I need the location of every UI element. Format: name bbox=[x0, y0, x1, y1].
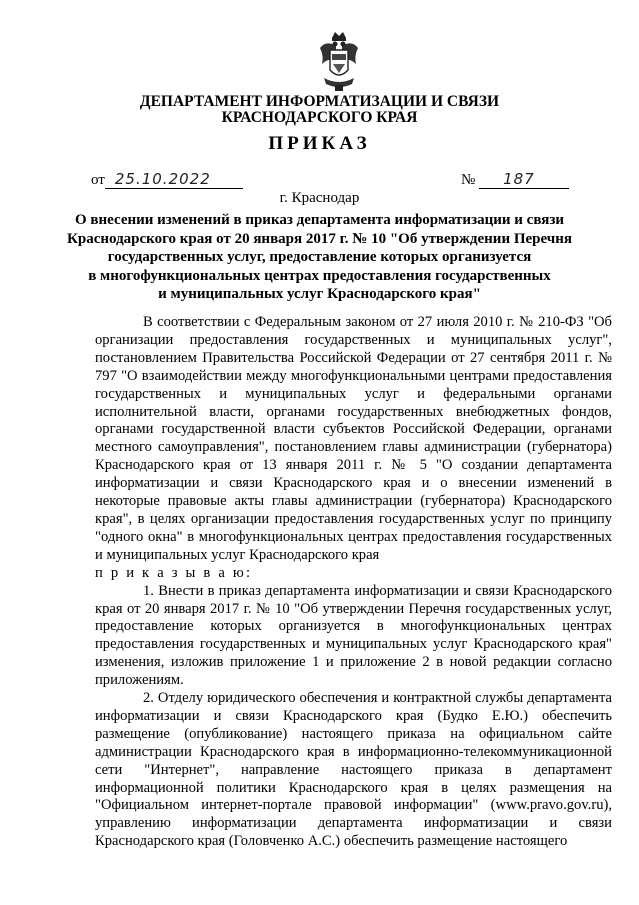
document-body bbox=[95, 314, 612, 851]
item-2-paragraph: 2. Отделу юридического обеспечения и контрактной службы департамента информатизации и связи Краснодарского края (Будко Е.Ю.) обеспечить размещение (опубликование) настоящего приказа на официальном сайте администрации Краснодарского края в информационно-телекоммуникационной сети "Интернет", направление настоящего приказа в департамент информационной политики Краснодарского края в целях размещения на "Официальном интернет-портале правовой информации" (www.pravo.gov.ru), управлению информатизации департамента информатизации и связи Краснодарского края (Головченко А.С.) обеспечить размещение настоящего bbox=[95, 690, 612, 850]
city-label: г. Краснодар bbox=[279, 190, 360, 206]
handwritten-date: 25.10.2022 bbox=[105, 170, 243, 189]
coat-of-arms-emblem bbox=[316, 30, 362, 94]
number-prefix: № bbox=[461, 172, 476, 188]
preamble-paragraph: В соответствии с Федеральным законом от 27 июля 2010 г. № 210-ФЗ "Об организации предоставления государственных и муниципальных услуг", постановлением Правительства Российской Федерации от 27 сентября 2011 г. № 797 "О взаимодействии между многофункциональными центрами предоставления государственных и муниципальных услуг и федеральными органами исполнительной власти, органами государственных внебюджетных фондов, органами государственной власти субъектов Российской Федерации, органами местного самоуправления", постановлением главы администрации (губернатора) Краснодарского края от 13 января 2011 г. № 5 "О создании департамента информатизации и связи Краснодарского края и о внесении изменений в некоторые правовые акты главы администрации (губернатора) Краснодарского края", в целях организации предоставления государственных услуг по принципу "одного окна" в многофункциональных центрах предоставления государственных и муниципальных услуг Краснодарского края bbox=[95, 314, 612, 563]
department-line-1: ДЕПАРТАМЕНТ ИНФОРМАТИЗАЦИИ И СВЯЗИ bbox=[139, 93, 500, 110]
department-name bbox=[0, 94, 639, 126]
document-type-title: ПРИКАЗ bbox=[268, 133, 371, 154]
heading-line-5: и муниципальных услуг Краснодарского края" bbox=[158, 286, 481, 303]
order-heading bbox=[60, 211, 579, 304]
date-prefix: от bbox=[91, 172, 105, 188]
date-field bbox=[91, 170, 243, 189]
heading-line-2: Краснодарского края от 20 января 2017 г. № 10 "Об утверждении Перечня bbox=[66, 230, 573, 247]
heading-line-3: государственных услуг, предоставление которых организуется bbox=[107, 249, 532, 266]
heading-line-1: О внесении изменений в приказ департамента информатизации и связи bbox=[74, 212, 565, 228]
order-word: п р и к а з ы в а ю: bbox=[95, 564, 253, 581]
item-1-paragraph: 1. Внести в приказ департамента информатизации и связи Краснодарского края от 20 января 2017 г. № 10 "Об утверждении Перечня государственных услуг, предоставление которых организуется в многофункциональных центрах предоставления государственных и муниципальных услуг Краснодарского края" изменения, изложив приложение 1 и приложение 2 в новой редакции согласно приложениям. bbox=[95, 582, 612, 689]
heading-line-4: в многофункциональных центрах предоставления государственных bbox=[88, 267, 551, 284]
number-field bbox=[461, 170, 569, 189]
handwritten-number: 187 bbox=[479, 170, 569, 189]
department-line-2: КРАСНОДАРСКОГО КРАЯ bbox=[221, 109, 418, 126]
